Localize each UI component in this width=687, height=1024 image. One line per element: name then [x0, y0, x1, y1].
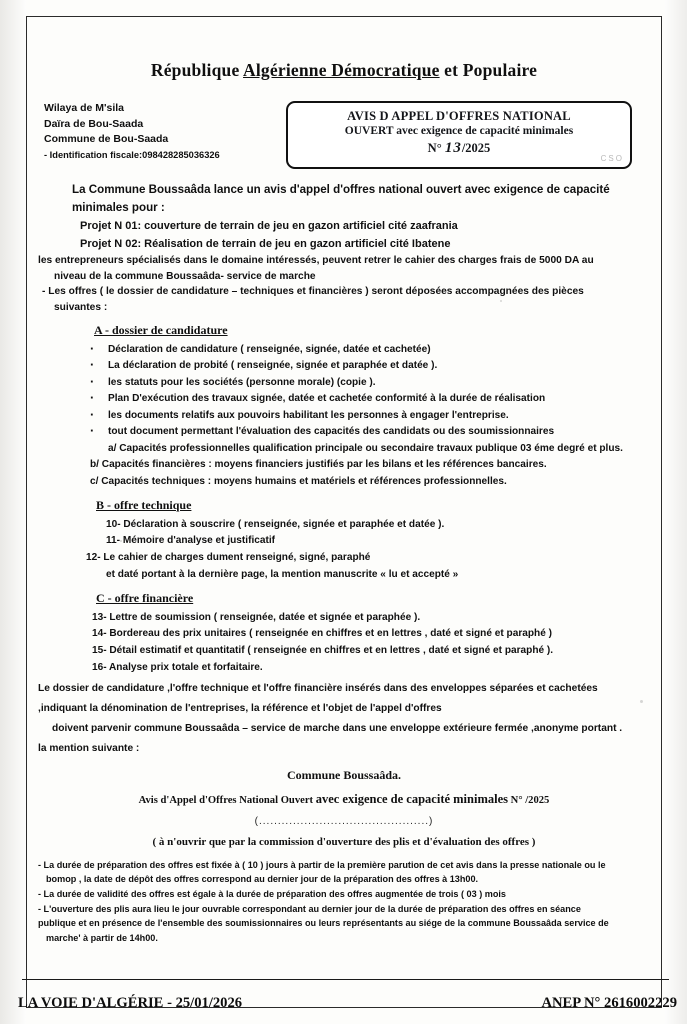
envelope-dots: (.............................................): [254, 815, 434, 827]
notice-box: [286, 101, 632, 169]
offres-paragraph-cont: suivantes :: [54, 301, 108, 313]
section-a-sub-item-c: c/ Capacités techniques : moyens humains et matériels et références professionnelles.: [90, 475, 507, 487]
notice-number-value: 13: [444, 140, 462, 156]
section-b-item-10: 10- Déclaration à souscrire ( renseignée, signée et paraphée et datée ).: [106, 518, 445, 530]
section-b-item-12: 12- Le cahier de charges dument renseigné, signé, paraphé: [86, 551, 371, 563]
list-item: · tout document permettant l'évaluation des capacités des candidats ou des soumissionnaires: [90, 424, 652, 441]
list-item: · La déclaration de probité ( renseignée, signée et paraphée et datée ).: [90, 358, 652, 375]
fine-print-line: - La durée de préparation des offres est fixée à ( 10 ) jours à partir de la première parution de cet avis dans la presse nationale ou le: [38, 859, 606, 870]
fine-print-line: publique et en présence de l'ensemble des soumissionnaires ou leurs représentants au siége de la commune Boussaâda service de: [38, 918, 609, 929]
list-item: · les documents relatifs aux pouvoirs habilitant les personnes à engager l'entreprise.: [90, 408, 652, 425]
section-a-sub-item-a: a/ Capacités professionnelles qualification principale ou secondaire travaux publique 03 éme degré et plus.: [108, 443, 623, 455]
scan-edge-right: [665, 0, 687, 1024]
fine-print-line: - L'ouverture des plis aura lieu le jour ouvrable correspondant au dernier jour de la durée de préparation des offres en séance: [38, 903, 581, 914]
section-b-item-12-cont: et daté portant à la dernière page, la mention manuscrite « lu et accepté »: [106, 568, 459, 580]
project-line-2: Projet N 02: Réalisation de terrain de jeu en gazon artificiel cité Ibatene: [80, 238, 451, 250]
list-item: · Déclaration de candidature ( renseignée, signée, datée et cachetée): [90, 342, 652, 359]
entrepreneurs-paragraph-cont: niveau de la commune Boussaâda- service de marche: [54, 270, 316, 282]
section-c-item-16: 16- Analyse prix totale et forfaitaire.: [92, 662, 263, 674]
fine-print: [36, 859, 652, 946]
notice-line-1: AVIS D APPEL D'OFFRES NATIONAL: [347, 109, 571, 123]
page-title: [36, 60, 652, 81]
fine-print-line: - La durée de validité des offres est égale à la durée de préparation des offres augmentée de trois ( 03 ) mois: [38, 889, 506, 900]
body-text: [36, 181, 652, 945]
envelope-avis-num: N°: [510, 795, 523, 807]
section-a-list: [36, 342, 652, 442]
ghost-watermark: CSO: [600, 154, 624, 163]
section-a-sub-item-b: b/ Capacités financières : moyens financiers justifiés par les bilans et les références bancaires.: [90, 459, 547, 471]
envelope-avis-line: [36, 791, 652, 810]
daira-line: Daïra de Bou-Saada: [44, 117, 144, 130]
section-c-item-15: 15- Détail estimatif et quantitatif ( renseignée en chiffres et en lettres , daté et signé et paraphé ).: [92, 645, 554, 657]
organization-block: [36, 101, 286, 163]
section-c-item-13: 13- Lettre de soumission ( renseignée, datée et signée et paraphée ).: [92, 611, 421, 623]
list-item: · Plan D'exécution des travaux signée, datée et cachetée conformité à la durée de réalisation: [90, 391, 652, 408]
section-a-heading: A - dossier de candidature: [94, 323, 228, 337]
document-content: [36, 26, 652, 998]
scan-edge-left: [0, 0, 26, 1024]
title-suffix: et Populaire: [439, 60, 538, 80]
section-b-heading: B - offre technique: [96, 498, 192, 513]
envelope-commission: ( à n'ouvrir que par la commission d'ouverture des plis et d'évaluation des offres ): [152, 836, 536, 849]
project-line-1: Projet N 01: couverture de terrain de jeu en gazon artificiel cité zaafrania: [80, 220, 458, 232]
footer-anep-number: ANEP N° 2616002229: [541, 995, 677, 1011]
envelope-avis-year: /2025: [525, 795, 550, 807]
fine-print-line: bomop , la date de dépôt des offres correspond au dernier jour de la préparation des offres à 13h00.: [46, 874, 479, 885]
footer-publication: LA VOIE D'ALGÉRIE - 25/01/2026: [18, 995, 243, 1011]
envelope-avis-emphasis: avec exigence de capacité minimales: [315, 792, 509, 807]
commune-line: Commune de Bou-Saada: [44, 133, 169, 145]
notice-number-label: N°: [427, 141, 442, 155]
notice-number-year: /2025: [461, 141, 491, 155]
closing-line-1: Le dossier de candidature ,l'offre technique et l'offre financière insérés dans des enveloppes séparées et cachetées: [38, 682, 598, 694]
envelope-avis-prefix: Avis d'Appel d'Offres National Ouvert: [138, 795, 316, 807]
offres-paragraph: - Les offres ( le dossier de candidature – techniques et financières ) seront déposées accompagnées des pièces: [42, 286, 584, 297]
header-row: [36, 101, 652, 169]
section-c-heading: C - offre financière: [96, 591, 194, 606]
wilaya-line: Wilaya de M'sila: [44, 102, 125, 114]
closing-line-2: ,indiquant la dénomination de l'entreprises, la référence et l'objet de l'appel d'offres: [38, 702, 442, 714]
fiscal-id-line: - Identification fiscale:098428285036326: [44, 149, 220, 160]
notice-number-line: [294, 140, 624, 157]
closing-line-3: doivent parvenir commune Boussaâda – service de marche dans une enveloppe extérieure fermée ,anonyme portant .: [52, 722, 623, 734]
title-underlined: Algérienne Démocratique: [243, 60, 440, 80]
list-item: · les statuts pour les sociétés (personne morale) (copie ).: [90, 375, 652, 392]
section-b-item-11: 11- Mémoire d'analyse et justificatif: [106, 535, 276, 547]
title-prefix: République: [150, 60, 244, 80]
entrepreneurs-paragraph: les entrepreneurs spécialisés dans le domaine intéressés, peuvent retrer le cahier des charges frais de 5000 DA au: [38, 255, 594, 266]
fine-print-line: marche' à partir de 14h00.: [46, 932, 158, 943]
intro-paragraph: La Commune Boussaâda lance un avis d'appel d'offres national ouvert avec exigence de capacité minimales pour :: [72, 183, 610, 214]
footer: [18, 995, 677, 1012]
notice-line-2: OUVERT avec exigence de capacité minimales: [344, 125, 574, 137]
closing-line-4: la mention suivante :: [38, 742, 140, 754]
footer-divider: [22, 979, 669, 980]
envelope-commune: Commune Boussaâda.: [286, 767, 402, 782]
section-c-item-14: 14- Bordereau des prix unitaires ( renseignée en chiffres et en lettres , daté et signé et paraphé ): [92, 628, 552, 640]
